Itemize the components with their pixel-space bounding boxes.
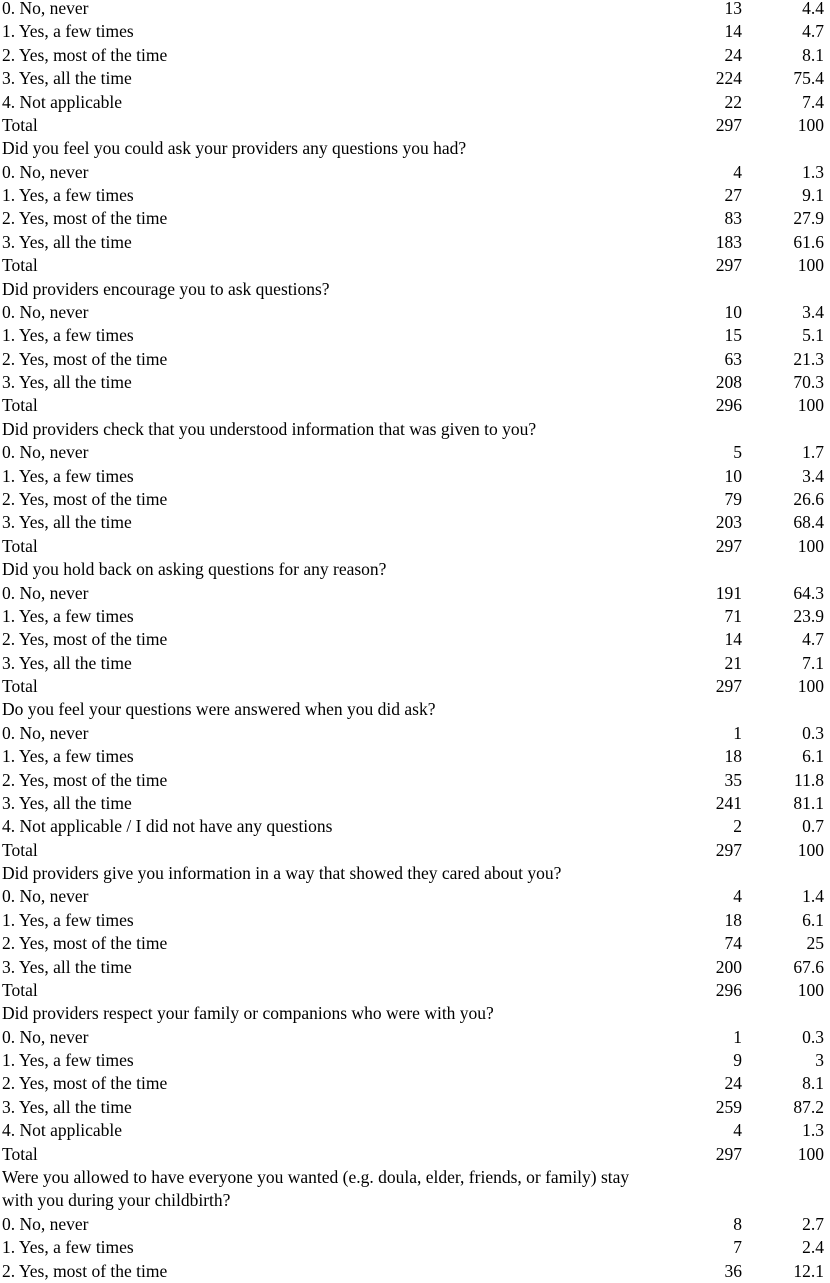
count-value: 259 <box>715 1096 742 1117</box>
percent-value: 7.4 <box>802 91 824 112</box>
percent-value: 8.1 <box>802 1073 824 1094</box>
response-row <box>0 324 830 347</box>
percent-value: 2.7 <box>802 1213 824 1234</box>
response-row <box>0 909 830 932</box>
response-label: 1. Yes, a few times <box>2 1050 134 1071</box>
response-row <box>0 67 830 90</box>
count-value: 14 <box>724 629 742 650</box>
response-label: 2. Yes, most of the time <box>2 488 168 509</box>
count-value: 27 <box>724 185 742 206</box>
count-value: 183 <box>715 231 742 252</box>
count-value: 24 <box>724 1073 742 1094</box>
response-row <box>0 20 830 43</box>
count-value: 13 <box>724 0 742 18</box>
count-value: 15 <box>724 325 742 346</box>
total-row <box>0 839 830 862</box>
response-row <box>0 769 830 792</box>
percent-value: 27.9 <box>793 208 824 229</box>
count-value: 18 <box>724 909 742 930</box>
count-value: 208 <box>715 372 742 393</box>
percent-value: 87.2 <box>793 1096 824 1117</box>
response-row <box>0 1213 830 1236</box>
percent-value: 1.3 <box>802 161 824 182</box>
response-row <box>0 91 830 114</box>
count-value: 297 <box>715 1143 742 1164</box>
percent-value: 8.1 <box>802 44 824 65</box>
percent-value: 7.1 <box>802 652 824 673</box>
response-label: Total <box>2 979 38 1000</box>
count-value: 1 <box>733 1026 742 1047</box>
percent-value: 100 <box>797 255 824 276</box>
response-row <box>0 1072 830 1095</box>
count-value: 241 <box>715 792 742 813</box>
total-row <box>0 535 830 558</box>
response-row <box>0 652 830 675</box>
percent-value: 1.7 <box>802 442 824 463</box>
response-label: 4. Not applicable <box>2 1120 123 1141</box>
count-value: 4 <box>733 886 742 907</box>
count-value: 296 <box>715 979 742 1000</box>
response-row <box>0 0 830 20</box>
percent-value: 4.4 <box>802 0 824 18</box>
response-row <box>0 511 830 534</box>
response-row <box>0 582 830 605</box>
response-label: 3. Yes, all the time <box>2 231 132 252</box>
response-row <box>0 1049 830 1072</box>
question-text: Did you feel you could ask your providers any questions you had? <box>2 138 467 159</box>
response-label: 1. Yes, a few times <box>2 909 134 930</box>
percent-value: 11.8 <box>794 769 824 790</box>
count-value: 200 <box>715 956 742 977</box>
percent-value: 9.1 <box>802 185 824 206</box>
response-label: 1. Yes, a few times <box>2 185 134 206</box>
count-value: 297 <box>715 839 742 860</box>
count-value: 63 <box>724 348 742 369</box>
count-value: 18 <box>724 746 742 767</box>
response-row <box>0 184 830 207</box>
response-label: 0. No, never <box>2 442 89 463</box>
percent-value: 12.1 <box>793 1260 824 1281</box>
response-label: 1. Yes, a few times <box>2 1237 134 1258</box>
response-row <box>0 301 830 324</box>
percent-value: 1.4 <box>802 886 824 907</box>
response-row <box>0 792 830 815</box>
count-value: 8 <box>733 1213 742 1234</box>
count-value: 71 <box>724 605 742 626</box>
response-label: 0. No, never <box>2 582 89 603</box>
total-row <box>0 675 830 698</box>
response-row <box>0 465 830 488</box>
count-value: 224 <box>715 68 742 89</box>
response-label: 0. No, never <box>2 1213 89 1234</box>
percent-value: 100 <box>797 395 824 416</box>
response-row <box>0 44 830 67</box>
response-label: 2. Yes, most of the time <box>2 348 168 369</box>
count-value: 296 <box>715 395 742 416</box>
count-value: 203 <box>715 512 742 533</box>
response-label: 3. Yes, all the time <box>2 652 132 673</box>
response-row <box>0 1096 830 1119</box>
percent-value: 6.1 <box>802 746 824 767</box>
response-label: Total <box>2 114 38 135</box>
response-label: 2. Yes, most of the time <box>2 769 168 790</box>
response-label: 1. Yes, a few times <box>2 605 134 626</box>
count-value: 297 <box>715 114 742 135</box>
response-label: Total <box>2 1143 38 1164</box>
total-row <box>0 114 830 137</box>
count-value: 5 <box>733 442 742 463</box>
percent-value: 100 <box>797 114 824 135</box>
question-text: Did you hold back on asking questions for any reason? <box>2 559 387 580</box>
response-label: 1. Yes, a few times <box>2 325 134 346</box>
total-row <box>0 254 830 277</box>
response-row <box>0 231 830 254</box>
percent-value: 68.4 <box>793 512 824 533</box>
response-label: 4. Not applicable / I did not have any questions <box>2 816 333 837</box>
percent-value: 0.3 <box>802 722 824 743</box>
percent-value: 4.7 <box>802 629 824 650</box>
response-label: 2. Yes, most of the time <box>2 629 168 650</box>
count-value: 297 <box>715 535 742 556</box>
count-value: 74 <box>724 933 742 954</box>
response-row <box>0 605 830 628</box>
percent-value: 100 <box>797 979 824 1000</box>
response-label: 0. No, never <box>2 1026 89 1047</box>
response-row <box>0 722 830 745</box>
response-row <box>0 371 830 394</box>
count-value: 10 <box>724 301 742 322</box>
count-value: 9 <box>733 1050 742 1071</box>
response-label: 3. Yes, all the time <box>2 1096 132 1117</box>
count-value: 22 <box>724 91 742 112</box>
percent-value: 70.3 <box>793 372 824 393</box>
percent-value: 100 <box>797 535 824 556</box>
count-value: 36 <box>724 1260 742 1281</box>
response-row <box>0 1260 830 1283</box>
response-label: 0. No, never <box>2 161 89 182</box>
percent-value: 100 <box>797 1143 824 1164</box>
percent-value: 2.4 <box>802 1237 824 1258</box>
question-text: Did providers give you information in a way that showed they cared about you? <box>2 863 562 884</box>
response-row <box>0 488 830 511</box>
count-value: 7 <box>733 1237 742 1258</box>
count-value: 2 <box>733 816 742 837</box>
count-value: 4 <box>733 1120 742 1141</box>
response-label: 0. No, never <box>2 301 89 322</box>
response-row <box>0 885 830 908</box>
count-value: 14 <box>724 21 742 42</box>
total-row <box>0 979 830 1002</box>
response-label: Total <box>2 255 38 276</box>
percent-value: 23.9 <box>793 605 824 626</box>
percent-value: 3.4 <box>802 465 824 486</box>
response-label: 1. Yes, a few times <box>2 465 134 486</box>
response-label: 2. Yes, most of the time <box>2 208 168 229</box>
question-text: Did providers respect your family or companions who were with you? <box>2 1003 494 1024</box>
count-value: 10 <box>724 465 742 486</box>
question-text: Did providers check that you understood information that was given to you? <box>2 418 537 439</box>
response-label: 0. No, never <box>2 0 89 18</box>
percent-value: 61.6 <box>793 231 824 252</box>
percent-value: 100 <box>797 839 824 860</box>
count-value: 35 <box>724 769 742 790</box>
count-value: 297 <box>715 676 742 697</box>
response-label: 1. Yes, a few times <box>2 21 134 42</box>
response-label: 0. No, never <box>2 722 89 743</box>
percent-value: 3.4 <box>802 301 824 322</box>
response-row <box>0 815 830 838</box>
count-value: 83 <box>724 208 742 229</box>
response-row <box>0 932 830 955</box>
percent-value: 81.1 <box>793 792 824 813</box>
response-row <box>0 956 830 979</box>
response-row <box>0 1119 830 1142</box>
response-label: 2. Yes, most of the time <box>2 44 168 65</box>
count-value: 24 <box>724 44 742 65</box>
response-row <box>0 441 830 464</box>
percent-value: 100 <box>797 676 824 697</box>
response-label: 3. Yes, all the time <box>2 512 132 533</box>
percent-value: 64.3 <box>793 582 824 603</box>
percent-value: 3 <box>815 1050 824 1071</box>
response-row <box>0 207 830 230</box>
response-row <box>0 1026 830 1049</box>
response-row <box>0 628 830 651</box>
count-value: 297 <box>715 255 742 276</box>
response-label: Total <box>2 395 38 416</box>
response-row <box>0 348 830 371</box>
response-label: 3. Yes, all the time <box>2 68 132 89</box>
percent-value: 6.1 <box>802 909 824 930</box>
response-label: 2. Yes, most of the time <box>2 933 168 954</box>
count-value: 21 <box>724 652 742 673</box>
total-row <box>0 394 830 417</box>
response-label: Total <box>2 676 38 697</box>
response-label: 3. Yes, all the time <box>2 792 132 813</box>
response-row <box>0 161 830 184</box>
percent-value: 0.7 <box>802 816 824 837</box>
response-label: 4. Not applicable <box>2 91 123 112</box>
response-label: 3. Yes, all the time <box>2 372 132 393</box>
question-text: Were you allowed to have everyone you wanted (e.g. doula, elder, friends, or family) stay with you during your childbirth? <box>2 1167 630 1210</box>
percent-value: 5.1 <box>802 325 824 346</box>
percent-value: 4.7 <box>802 21 824 42</box>
count-value: 191 <box>715 582 742 603</box>
response-label: Total <box>2 535 38 556</box>
percent-value: 21.3 <box>793 348 824 369</box>
percent-value: 67.6 <box>793 956 824 977</box>
question-text: Did providers encourage you to ask questions? <box>2 278 330 299</box>
response-row <box>0 745 830 768</box>
question-text: Do you feel your questions were answered when you did ask? <box>2 699 436 720</box>
percent-value: 75.4 <box>793 68 824 89</box>
count-value: 79 <box>724 488 742 509</box>
response-label: 1. Yes, a few times <box>2 746 134 767</box>
response-label: 0. No, never <box>2 886 89 907</box>
response-label: Total <box>2 839 38 860</box>
response-label: 2. Yes, most of the time <box>2 1073 168 1094</box>
response-row <box>0 1236 830 1259</box>
total-row <box>0 1143 830 1166</box>
percent-value: 25 <box>806 933 824 954</box>
percent-value: 1.3 <box>802 1120 824 1141</box>
count-value: 1 <box>733 722 742 743</box>
percent-value: 26.6 <box>793 488 824 509</box>
count-value: 4 <box>733 161 742 182</box>
response-label: 2. Yes, most of the time <box>2 1260 168 1281</box>
percent-value: 0.3 <box>802 1026 824 1047</box>
response-label: 3. Yes, all the time <box>2 956 132 977</box>
